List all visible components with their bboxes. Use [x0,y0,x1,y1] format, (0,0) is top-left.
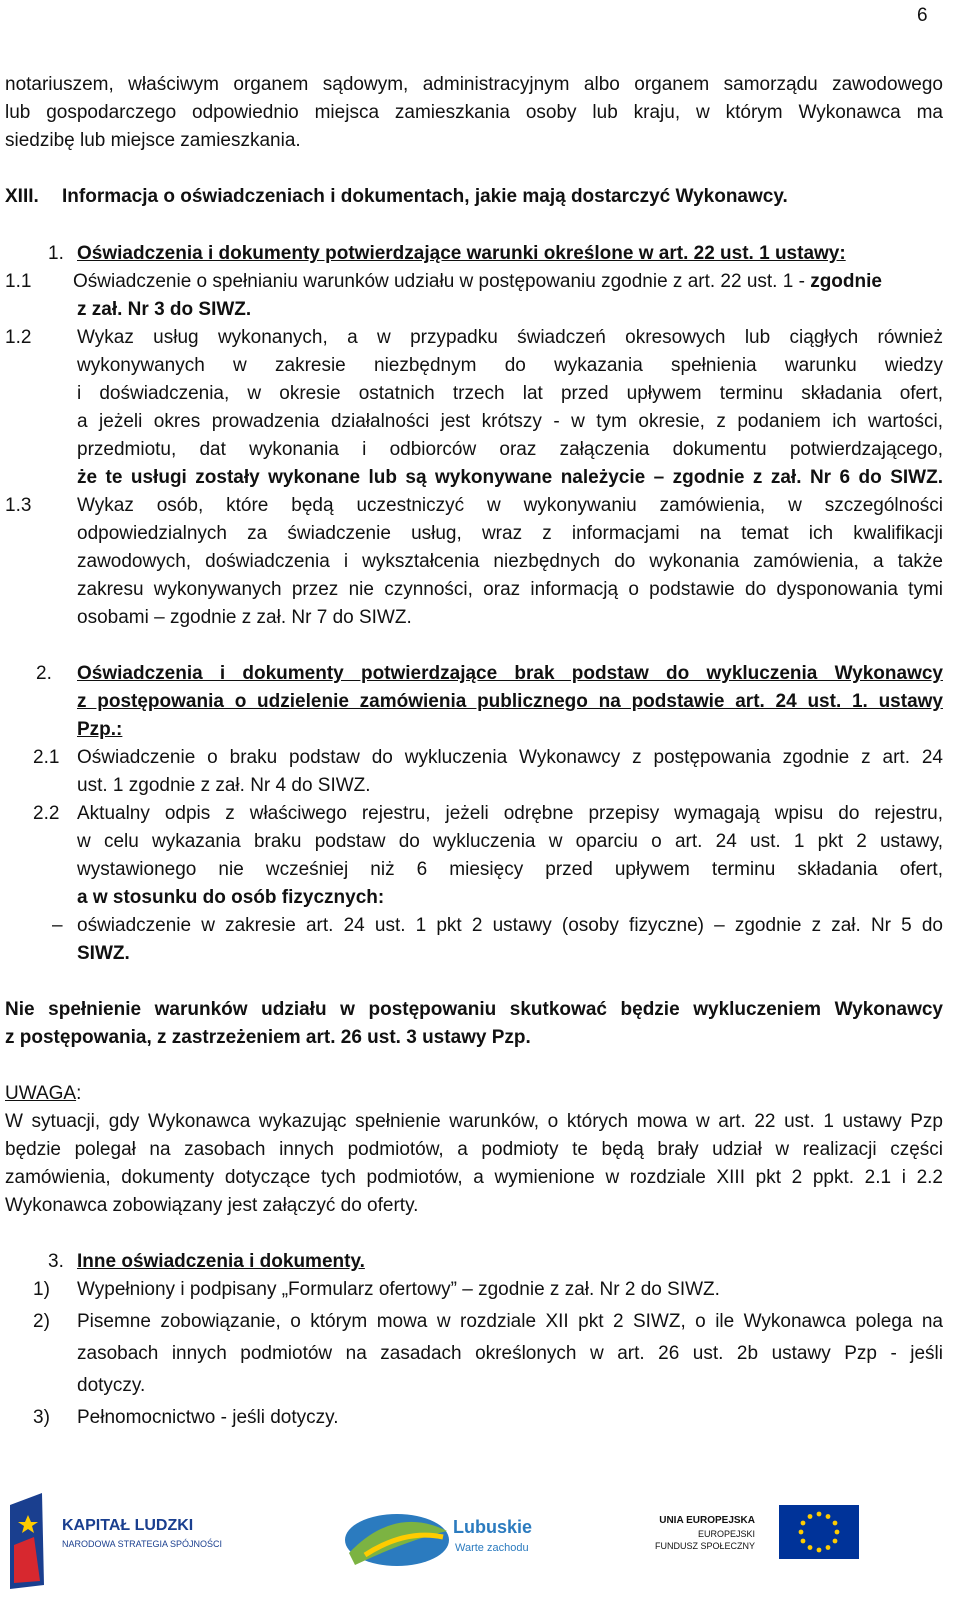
item-line: i doświadczenia, w okresie ostatnich trzech lat przed upływem terminu składania ofert, [77,383,943,404]
item-line: a w stosunku do osób fizycznych: [77,887,385,908]
item-number: 1.3 [5,495,32,516]
item-line: Pisemne zobowiązanie, o którym mowa w rozdziale XII pkt 2 SIWZ, o ile Wykonawca polega na [77,1311,943,1332]
item-line: zawodowych, doświadczenia i wykształcenia niezbędnych do wykonania zamówienia, a także [77,551,943,572]
footer-logos [0,1485,960,1597]
subsection-heading: Oświadczenia i dokumenty potwierdzające brak podstaw do wykluczenia Wykonawcy [77,663,943,684]
note-line: zamówienia, dokumenty dotyczące tych podmiotów, a wymienione w rozdziale XIII pkt 2 ppkt. 2.1 i 2.2 [5,1167,943,1188]
item-line: Oświadczenie o braku podstaw do wykluczenia Wykonawcy z postępowania zgodnie z art. 24 [77,747,943,768]
page-number: 6 [917,5,928,26]
note-label-text: UWAGA [5,1083,77,1104]
lubuskie-logo [335,1485,555,1597]
section-number: XIII. [5,186,39,207]
item-text-normal: Oświadczenie o spełnianiu warunków udziału w postępowaniu zgodnie z art. 22 ust. 1 - [73,271,805,292]
note-line: Wykonawca zobowiązany jest załączyć do oferty. [5,1195,419,1216]
item-line: Pełnomocnictwo - jeśli dotyczy. [77,1407,339,1428]
subsection-heading: Oświadczenia i dokumenty potwierdzające warunki określone w art. 22 ust. 1 ustawy: [77,243,846,264]
eu-line2: EUROPEJSKI [697,1529,755,1539]
intro-line: siedzibę lub miejsce zamieszkania. [5,130,301,151]
item-line: dotyczy. [77,1375,146,1396]
item-line: odpowiedzialnych za świadczenie usług, wraz z informacjami na temat ich kwalifikacji [77,523,943,544]
item-number: 2.1 [33,747,60,768]
subsection-heading: z postępowania o udzielenie zamówienia publicznego na podstawie art. 24 ust. 1. ustawy [77,691,943,712]
item-line: oświadczenie w zakresie art. 24 ust. 1 pkt 2 ustawy (osoby fizyczne) – zgodnie z zał. Nr 5 do [77,915,943,936]
intro-line: lub gospodarczego odpowiednio miejsca zamieszkania osoby lub kraju, w którym Wykonawca ma [5,102,943,123]
item-line: w celu wykazania braku podstaw do wykluczenia w oparciu o art. 24 ust. 1 pkt 2 ustawy, [77,831,943,852]
item-number: 3) [33,1407,50,1428]
item-text: z zał. Nr 3 do SIWZ. [77,299,252,320]
item-line: przedmiotu, dat wykonania i odbiorców oraz załączenia dokumentu potwierdzającego, [77,439,943,460]
item-line: SIWZ. [77,943,130,964]
list-number: 2. [36,663,52,684]
item-line: Wypełniony i podpisany „Formularz ofertowy” – zgodnie z zał. Nr 2 do SIWZ. [77,1279,720,1300]
item-number: 2.2 [33,803,60,824]
item-line: a jeżeli okres prowadzenia działalności jest krótszy - w tym okresie, z podaniem ich wartości, [77,411,943,432]
item-line: osobami – zgodnie z zał. Nr 7 do SIWZ. [77,607,412,628]
item-text-bold: zgodnie [810,271,882,292]
subsection-heading: Inne oświadczenia i dokumenty. [77,1251,365,1272]
item-line: że te usługi zostały wykonane lub są wykonywane należycie – zgodnie z zał. Nr 6 do SIWZ. [77,467,943,488]
eu-line3: FUNDUSZ SPOŁECZNY [655,1541,755,1551]
item-number: 1.2 [5,327,32,348]
item-number: 2) [33,1311,50,1332]
lubuskie-title: Lubuskie [453,1517,533,1537]
warning-line: z postępowania, z zastrzeżeniem art. 26 ust. 3 ustawy Pzp. [5,1027,531,1048]
list-number: 1. [48,243,64,264]
note-label: UWAGA: [5,1083,82,1104]
item-line: Wykaz usług wykonanych, a w przypadku świadczeń okresowych lub ciągłych również [77,327,943,348]
item-number: 1) [33,1279,50,1300]
eu-logo [655,1485,875,1597]
item-line: Wykaz osób, które będą uczestniczyć w wykonywaniu zamówienia, w szczególności [77,495,943,516]
kapital-ludzki-logo [0,1485,240,1597]
item-line: ust. 1 zgodnie z zał. Nr 4 do SIWZ. [77,775,371,796]
subsection-heading: Pzp.: [77,719,123,740]
item-text [73,271,882,293]
item-line: wystawionego nie wcześniej niż 6 miesięcy przed upływem terminu składania ofert, [77,859,943,880]
item-line: zasobach innych podmiotów na zasadach określonych w art. 26 ust. 2b ustawy Pzp - jeśli [77,1343,943,1364]
item-line: wykonywanych w zakresie niezbędnym do wykazania spełnienia warunku wiedzy [77,355,943,376]
intro-line: notariuszem, właściwym organem sądowym, administracyjnym albo organem samorządu zawodowego [5,74,943,95]
note-line: W sytuacji, gdy Wykonawca wykazując spełnienie warunków, o których mowa w art. 22 ust. 1 ustawy Pzp [5,1111,943,1132]
kl-subtitle: NARODOWA STRATEGIA SPÓJNOŚCI [62,1539,223,1549]
eu-line1: UNIA EUROPEJSKA [659,1515,755,1526]
warning-line: Nie spełnienie warunków udziału w postępowaniu skutkować będzie wykluczeniem Wykonawcy [5,999,943,1020]
item-line: zakresu wykonywanych przez nie czynności, oraz informacją o podstawie do dysponowania tymi [77,579,943,600]
section-title: Informacja o oświadczeniach i dokumentach, jakie mają dostarczyć Wykonawcy. [62,186,788,207]
item-number: 1.1 [5,271,32,292]
note-line: będzie polegał na zasobach innych podmiotów, a podmioty te będą brały udział w realizacji części [5,1139,943,1160]
list-number: 3. [48,1251,64,1272]
kl-title: KAPITAŁ LUDZKI [62,1517,194,1534]
dash-bullet: – [52,915,63,936]
lubuskie-subtitle: Warte zachodu [455,1542,529,1554]
item-line: Aktualny odpis z właściwego rejestru, jeżeli odrębne przepisy wymagają wpisu do rejestru, [77,803,943,824]
